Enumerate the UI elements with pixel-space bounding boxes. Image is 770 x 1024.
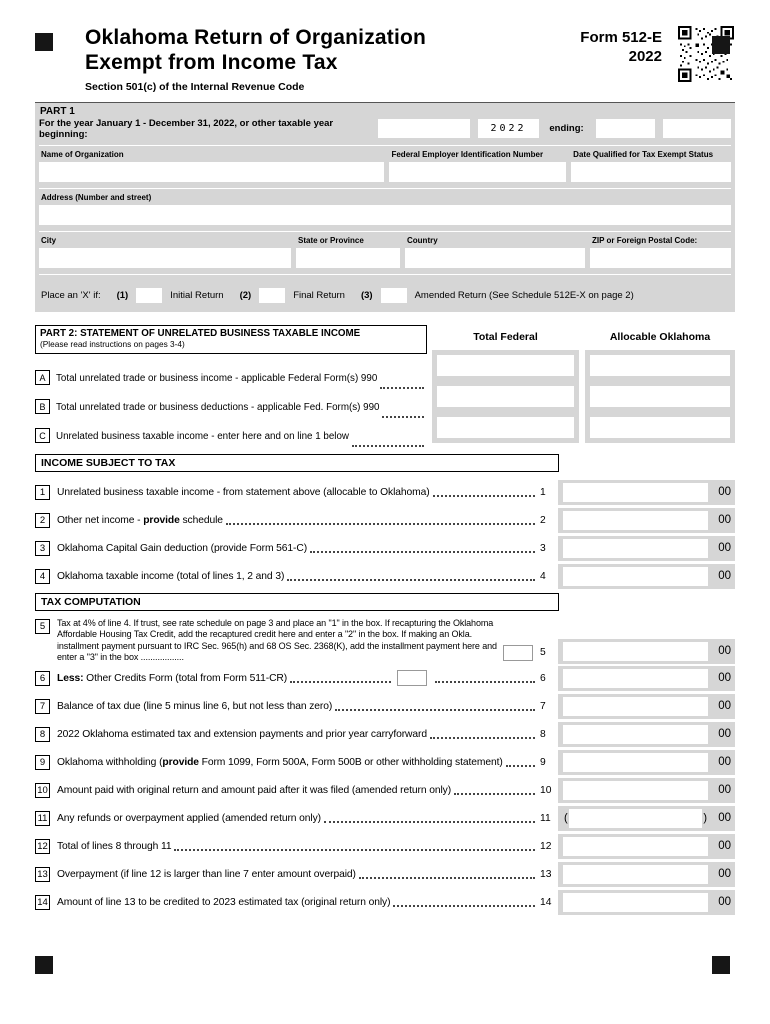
line-description: Amount paid with original return and amount paid after it was filed (amended return only) — [57, 784, 452, 796]
allocable-oklahoma-header: Allocable Oklahoma — [609, 331, 711, 344]
fein-input[interactable] — [389, 162, 566, 182]
line-description: Amount of line 13 to be credited to 2023 estimated tax (original return only) — [57, 896, 391, 908]
line-description: Oklahoma withholding (provide Form 1099, Form 500A, Form 500B or other withholding statement) — [57, 756, 503, 768]
cents-label: 00 — [718, 756, 731, 769]
organization-name-input[interactable] — [39, 162, 384, 182]
line-5-amount-input[interactable] — [563, 642, 708, 661]
line-11-amount-input[interactable] — [569, 809, 703, 828]
city-input[interactable] — [39, 248, 291, 268]
date-qualified-input[interactable] — [571, 162, 731, 182]
address-input[interactable] — [39, 205, 731, 225]
dotted-leader — [174, 849, 535, 851]
cents-label: 00 — [718, 645, 731, 658]
line-number-label: 1 — [540, 486, 546, 498]
dotted-leader — [310, 551, 535, 553]
part2-row-b: B Total unrelated trade or business deductions - applicable Fed. Form(s) 990 — [35, 385, 427, 414]
amount-cell — [558, 480, 735, 505]
dotted-leader — [352, 445, 424, 447]
cents-label: 00 — [718, 570, 731, 583]
line-number-label: 10 — [540, 784, 552, 796]
zip-input[interactable] — [590, 248, 731, 268]
fein-label: Federal Employer Identification Number — [391, 149, 544, 159]
line-number-box: 1 — [35, 485, 50, 500]
registration-mark — [35, 33, 53, 51]
open-paren: ( — [564, 812, 568, 825]
income-line-2-row — [35, 507, 735, 534]
dotted-leader — [335, 709, 535, 711]
dotted-leader — [393, 905, 535, 907]
line-number-box: 9 — [35, 755, 50, 770]
line-description: Total of lines 8 through 11 — [57, 840, 172, 852]
line-2-amount-input[interactable] — [563, 511, 708, 530]
line-number-box: 14 — [35, 895, 50, 910]
total-federal-header: Total Federal — [473, 331, 538, 344]
row-letter-box: C — [35, 428, 50, 443]
line-description: Any refunds or overpayment applied (amended return only) — [57, 812, 321, 824]
place-x-label: Place an 'X' if: — [41, 289, 101, 301]
part2-section — [35, 325, 735, 443]
line-number-box: 4 — [35, 569, 50, 584]
amended-return-checkbox[interactable] — [381, 288, 407, 303]
dotted-leader — [226, 523, 535, 525]
amount-cell — [558, 834, 735, 859]
name-label: Name of Organization — [41, 149, 124, 159]
registration-mark — [712, 956, 730, 974]
return-type-row — [39, 288, 731, 303]
initial-return-checkbox[interactable] — [136, 288, 162, 303]
check-2-number: (2) — [239, 289, 252, 301]
form-number: Form 512-E 2022 — [580, 29, 662, 65]
amount-cell — [558, 639, 735, 664]
part2-subtitle: (Please read instructions on pages 3-4) — [40, 338, 185, 349]
form-title: Oklahoma Return of Organization Exempt from Income Tax — [85, 26, 427, 74]
line-description: Oklahoma taxable income (total of lines 1, 2 and 3) — [57, 570, 285, 582]
line-8-amount-input[interactable] — [563, 725, 708, 744]
amount-cell — [558, 778, 735, 803]
check-1-number: (1) — [116, 289, 129, 301]
line-number-label: 7 — [540, 700, 546, 712]
dotted-leader — [290, 681, 390, 683]
line-number-box: 7 — [35, 699, 50, 714]
dotted-leader — [454, 793, 535, 795]
cents-label: 00 — [718, 896, 731, 909]
cents-label: 00 — [718, 700, 731, 713]
row-c-federal-input[interactable] — [437, 417, 574, 438]
part2-title: PART 2: STATEMENT OF UNRELATED BUSINESS TAXABLE INCOME — [40, 327, 361, 339]
cents-label: 00 — [718, 784, 731, 797]
line-12-amount-input[interactable] — [563, 837, 708, 856]
dotted-leader — [287, 579, 535, 581]
line-description: Tax at 4% of line 4. If trust, see rate schedule on page 3 and place an "1" in the box. If recapturing the Oklahoma Affordable Housing Tax Credit, add the recaptured credit here and enter a "2" in the box. If making an Okla. installment payment pursuant to IRC Sec. 965(h) and 68 OS Sec. 2368(K), add the installment payment here and enter a "3" in the box .................. — [57, 617, 497, 663]
tax-section-header: TAX COMPUTATION — [35, 593, 559, 611]
row-letter-box: B — [35, 399, 50, 414]
income-line-3-row — [35, 535, 735, 562]
line-6-amount-input[interactable] — [563, 669, 708, 688]
amount-cell — [558, 694, 735, 719]
amount-cell — [558, 890, 735, 915]
line-number-label: 14 — [540, 896, 552, 908]
cents-label: 00 — [718, 672, 732, 685]
line-description: Overpayment (if line 12 is larger than line 7 enter amount overpaid) — [57, 868, 356, 880]
line-description: Other net income - provide schedule — [57, 514, 223, 526]
row-letter-box: A — [35, 370, 50, 385]
tax-line-9-row — [35, 749, 735, 776]
registration-mark — [712, 36, 730, 54]
ending-label: ending: — [549, 123, 584, 135]
tax-line-14-row — [35, 889, 735, 916]
tax-line-5-row — [35, 618, 735, 664]
cents-label: 00 — [718, 486, 731, 499]
final-return-label: Final Return — [293, 289, 345, 301]
line-number-box: 10 — [35, 783, 50, 798]
line-6-code-box[interactable] — [397, 670, 427, 686]
line-number-label: 4 — [540, 570, 546, 582]
year-ending-year-input[interactable] — [663, 119, 731, 138]
line-number-label: 12 — [540, 840, 552, 852]
check-3-number: (3) — [360, 289, 373, 301]
line-4-amount-input[interactable] — [563, 567, 708, 586]
line-number-label: 9 — [540, 756, 546, 768]
dotted-leader — [430, 737, 535, 739]
part1-heading: PART 1 — [40, 105, 75, 117]
part2-row-c: C Unrelated business taxable income - enter here and on line 1 below — [35, 414, 427, 443]
amount-cell — [558, 666, 735, 691]
line-14-amount-input[interactable] — [563, 893, 708, 912]
line-number-label: 11 — [540, 812, 551, 824]
line-number-label: 3 — [540, 542, 546, 554]
line-1-amount-input[interactable] — [563, 483, 708, 502]
qr-code-icon — [678, 26, 734, 82]
amount-cell — [558, 536, 735, 561]
income-line-1-row — [35, 479, 735, 506]
address-label: Address (Number and street) — [41, 192, 152, 202]
form-header — [85, 26, 734, 93]
line-3-amount-input[interactable] — [563, 539, 708, 558]
income-rows — [35, 479, 735, 590]
cents-label: 00 — [718, 868, 731, 881]
part1-section — [35, 102, 735, 312]
amount-cell — [558, 750, 735, 775]
row-a-federal-input[interactable] — [437, 355, 574, 376]
line-description: 2022 Oklahoma estimated tax and extension payments and prior year carryforward — [57, 728, 427, 740]
line-number-label: 8 — [540, 728, 546, 740]
line-number-box: 6 — [35, 671, 50, 686]
dotted-leader — [506, 765, 535, 767]
tax-line-13-row — [35, 861, 735, 888]
part2-row-a: A Total unrelated trade or business income - applicable Federal Form(s) 990 — [35, 356, 427, 385]
part2-heading-box — [35, 325, 427, 354]
line-number-label: 13 — [540, 868, 552, 880]
dotted-leader — [380, 387, 424, 389]
country-label: Country — [407, 235, 438, 245]
line-number-label: 6 — [540, 672, 546, 684]
line-number-box: 11 — [35, 811, 50, 826]
tax-line-6-row — [35, 665, 735, 692]
row-b-oklahoma-input[interactable] — [590, 386, 730, 407]
tax-line-10-row — [35, 777, 735, 804]
amount-cell — [558, 806, 735, 831]
line-10-amount-input[interactable] — [563, 781, 708, 800]
dotted-leader — [359, 877, 535, 879]
line-number-box: 2 — [35, 513, 50, 528]
tax-line-8-row — [35, 721, 735, 748]
form-subtitle: Section 501(c) of the Internal Revenue Code — [85, 80, 305, 93]
line-5-code-box[interactable] — [503, 645, 533, 661]
federal-column — [432, 350, 579, 443]
line-number-box: 5 — [35, 619, 50, 634]
tax-line-12-row — [35, 833, 735, 860]
line-number-label: 2 — [540, 514, 546, 526]
tax-line-7-row — [35, 693, 735, 720]
country-input[interactable] — [405, 248, 585, 268]
line-description: Balance of tax due (line 5 minus line 6, but not less than zero) — [57, 700, 333, 712]
year-value-box: 2022 — [478, 119, 540, 138]
line-number-label: 5 — [540, 646, 546, 658]
row-c-oklahoma-input[interactable] — [590, 417, 730, 438]
final-return-checkbox[interactable] — [259, 288, 285, 303]
dotted-leader — [433, 495, 535, 497]
row-b-federal-input[interactable] — [437, 386, 574, 407]
line-number-box: 3 — [35, 541, 50, 556]
date-qualified-label: Date Qualified for Tax Exempt Status — [573, 149, 714, 159]
registration-mark — [35, 956, 53, 974]
line-7-amount-input[interactable] — [563, 697, 708, 716]
amount-cell — [558, 862, 735, 887]
year-ending-month-input[interactable] — [596, 119, 656, 138]
dotted-leader — [382, 416, 424, 418]
taxable-year-label: For the year January 1 - December 31, 2022, or other taxable year beginning: — [39, 117, 334, 140]
amended-return-label: Amended Return (See Schedule 512E-X on page 2) — [414, 289, 634, 301]
line-description: Less: Other Credits Form (total from Form 511-CR) — [57, 672, 288, 684]
cents-label: 00 — [718, 840, 731, 853]
tax-line-11-row — [35, 805, 735, 832]
row-a-oklahoma-input[interactable] — [590, 355, 730, 376]
initial-return-label: Initial Return — [170, 289, 224, 301]
cents-label: 00 — [718, 812, 731, 825]
city-label: City — [41, 235, 57, 245]
line-number-box: 8 — [35, 727, 50, 742]
amount-cell — [558, 508, 735, 533]
line-9-amount-input[interactable] — [563, 753, 708, 772]
line-number-box: 13 — [35, 867, 50, 882]
line-number-box: 12 — [35, 839, 50, 854]
line-13-amount-input[interactable] — [563, 865, 708, 884]
dotted-leader — [435, 681, 535, 683]
dotted-leader — [324, 821, 535, 823]
cents-label: 00 — [718, 728, 731, 741]
close-paren: ) — [703, 812, 707, 825]
cents-label: 00 — [718, 542, 731, 555]
state-input[interactable] — [296, 248, 400, 268]
amount-cell — [558, 722, 735, 747]
state-label: State or Province — [298, 235, 364, 245]
amount-cell — [558, 564, 735, 589]
tax-rows — [35, 618, 735, 916]
line-description: Unrelated business taxable income - from statement above (allocable to Oklahoma) — [57, 486, 430, 498]
oklahoma-column — [585, 350, 735, 443]
income-line-4-row — [35, 563, 735, 590]
income-section-header: INCOME SUBJECT TO TAX — [35, 454, 559, 472]
line-description: Oklahoma Capital Gain deduction (provide Form 561-C) — [57, 542, 308, 554]
cents-label: 00 — [718, 514, 731, 527]
year-beginning-input[interactable] — [378, 119, 470, 138]
zip-label: ZIP or Foreign Postal Code: — [592, 235, 698, 245]
